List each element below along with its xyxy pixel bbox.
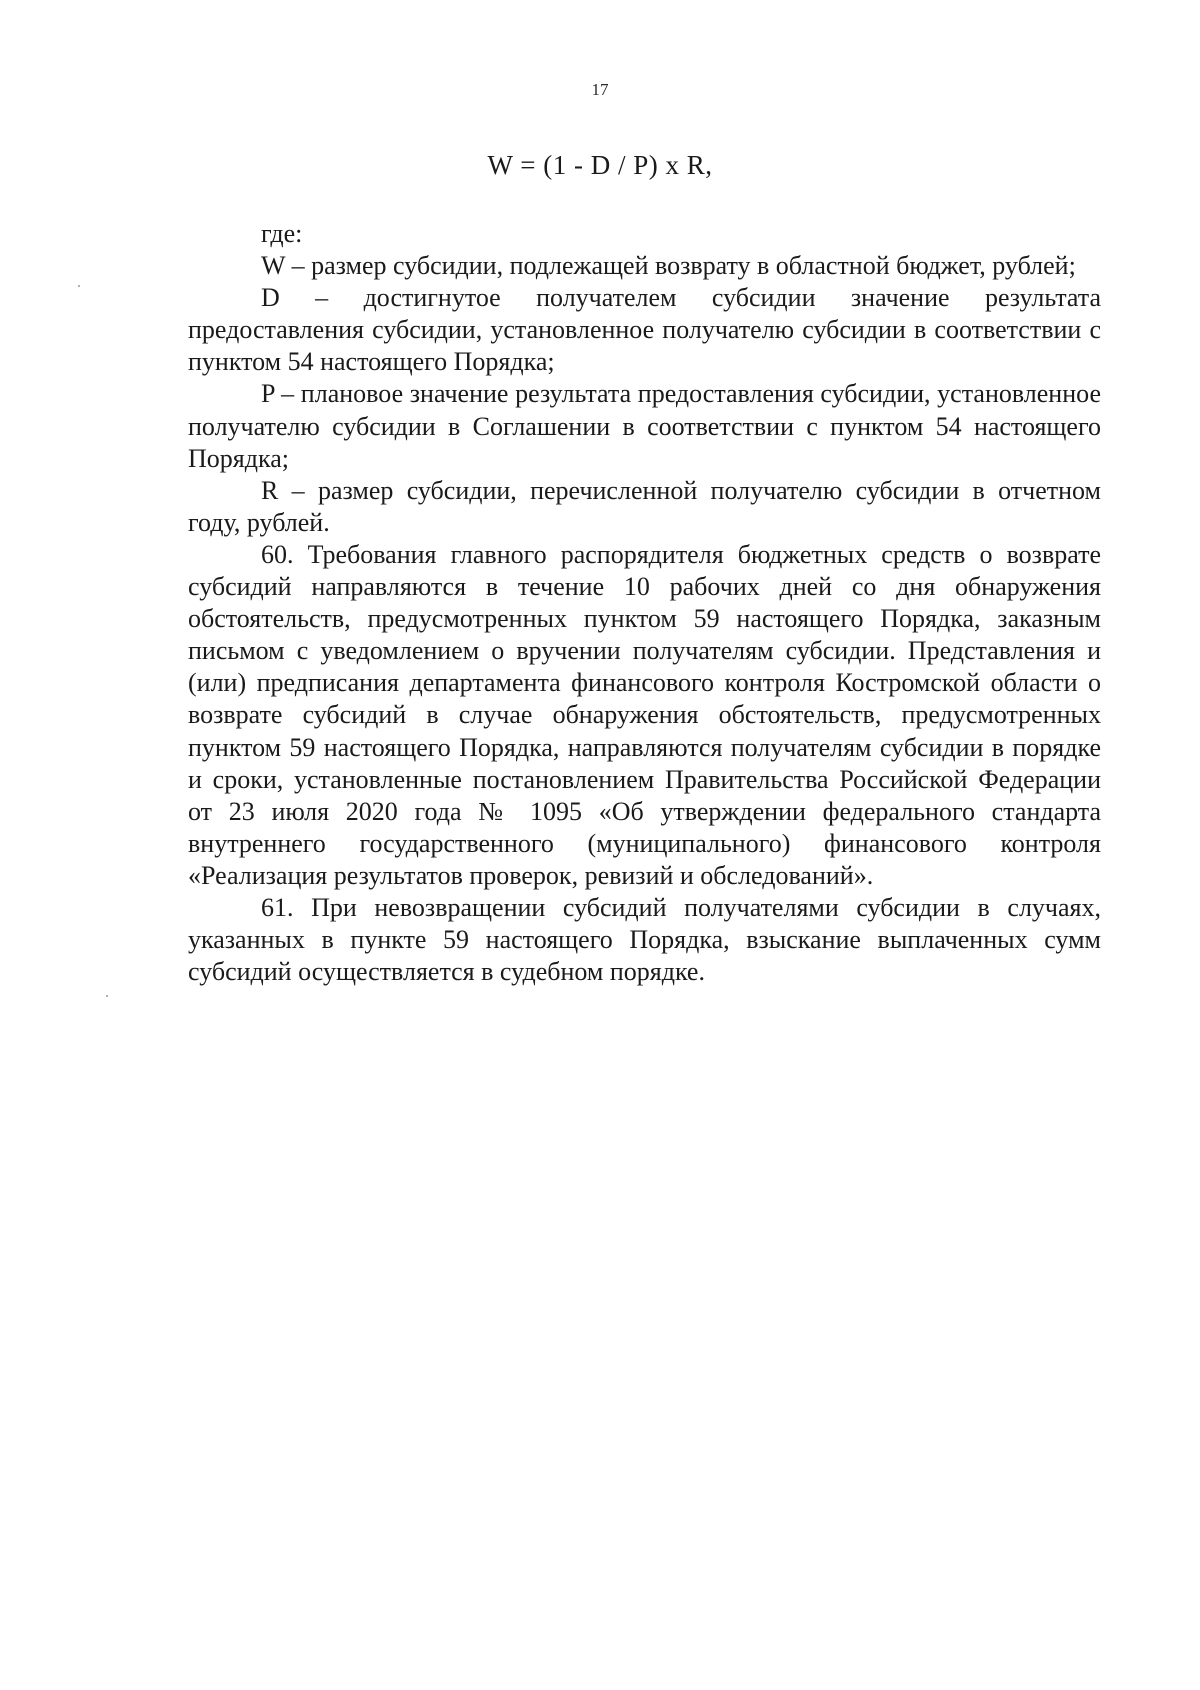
definition-w: W – размер субсидии, подлежащей возврату в областной бюджет, рублей; — [261, 251, 1076, 281]
formula: W = (1 - D / P) x R, — [487, 150, 713, 180]
definition-d: D – достигнутое получателем субсидии значение результата предоставления субсидии, установленное получателю субсидии в соответствии с пунктом 54 настоящего Порядка; — [188, 283, 1101, 377]
definition-p: P – плановое значение результата предоставления субсидии, установленное получателю субсидии в Соглашении в соответствии с пунктом 54 настоящего Порядка; — [188, 379, 1101, 473]
scan-speck — [106, 995, 108, 997]
paragraph-60: 60. Требования главного распорядителя бюджетных средств о возврате субсидий направляются в течение 10 рабочих дней со дня обнаружения обстоятельств, предусмотренных пунктом 59 настоящего Порядка, заказным письмом с уведомлением о вручении получателям субсидии. Представления и (или) предписания департамента финансового контроля Костромской области о возврате субсидий в случае обнаружения обстоятельств, предусмотренных пунктом 59 настоящего Порядка, направляются получателям субсидии в порядке и сроки, установленные постановлением Правительства Российской Федерации от 23 июля 2020 года № 1095 «Об утверждении федерального стандарта внутреннего государственного (муниципального) финансового контроля «Реализация результатов проверок, ревизий и обследований». — [188, 539, 1101, 890]
scan-speck — [78, 285, 80, 287]
definition-r: R – размер субсидии, перечисленной получателю субсидии в отчетном году, рублей. — [188, 475, 1101, 537]
document-body — [188, 218, 1101, 988]
page-number: 17 — [591, 80, 609, 99]
paragraph-61: 61. При невозвращении субсидий получателями субсидии в случаях, указанных в пункте 59 настоящего Порядка, взыскание выплаченных сумм субсидий осуществляется в судебном порядке. — [188, 892, 1101, 987]
where-label: где: — [261, 219, 303, 248]
